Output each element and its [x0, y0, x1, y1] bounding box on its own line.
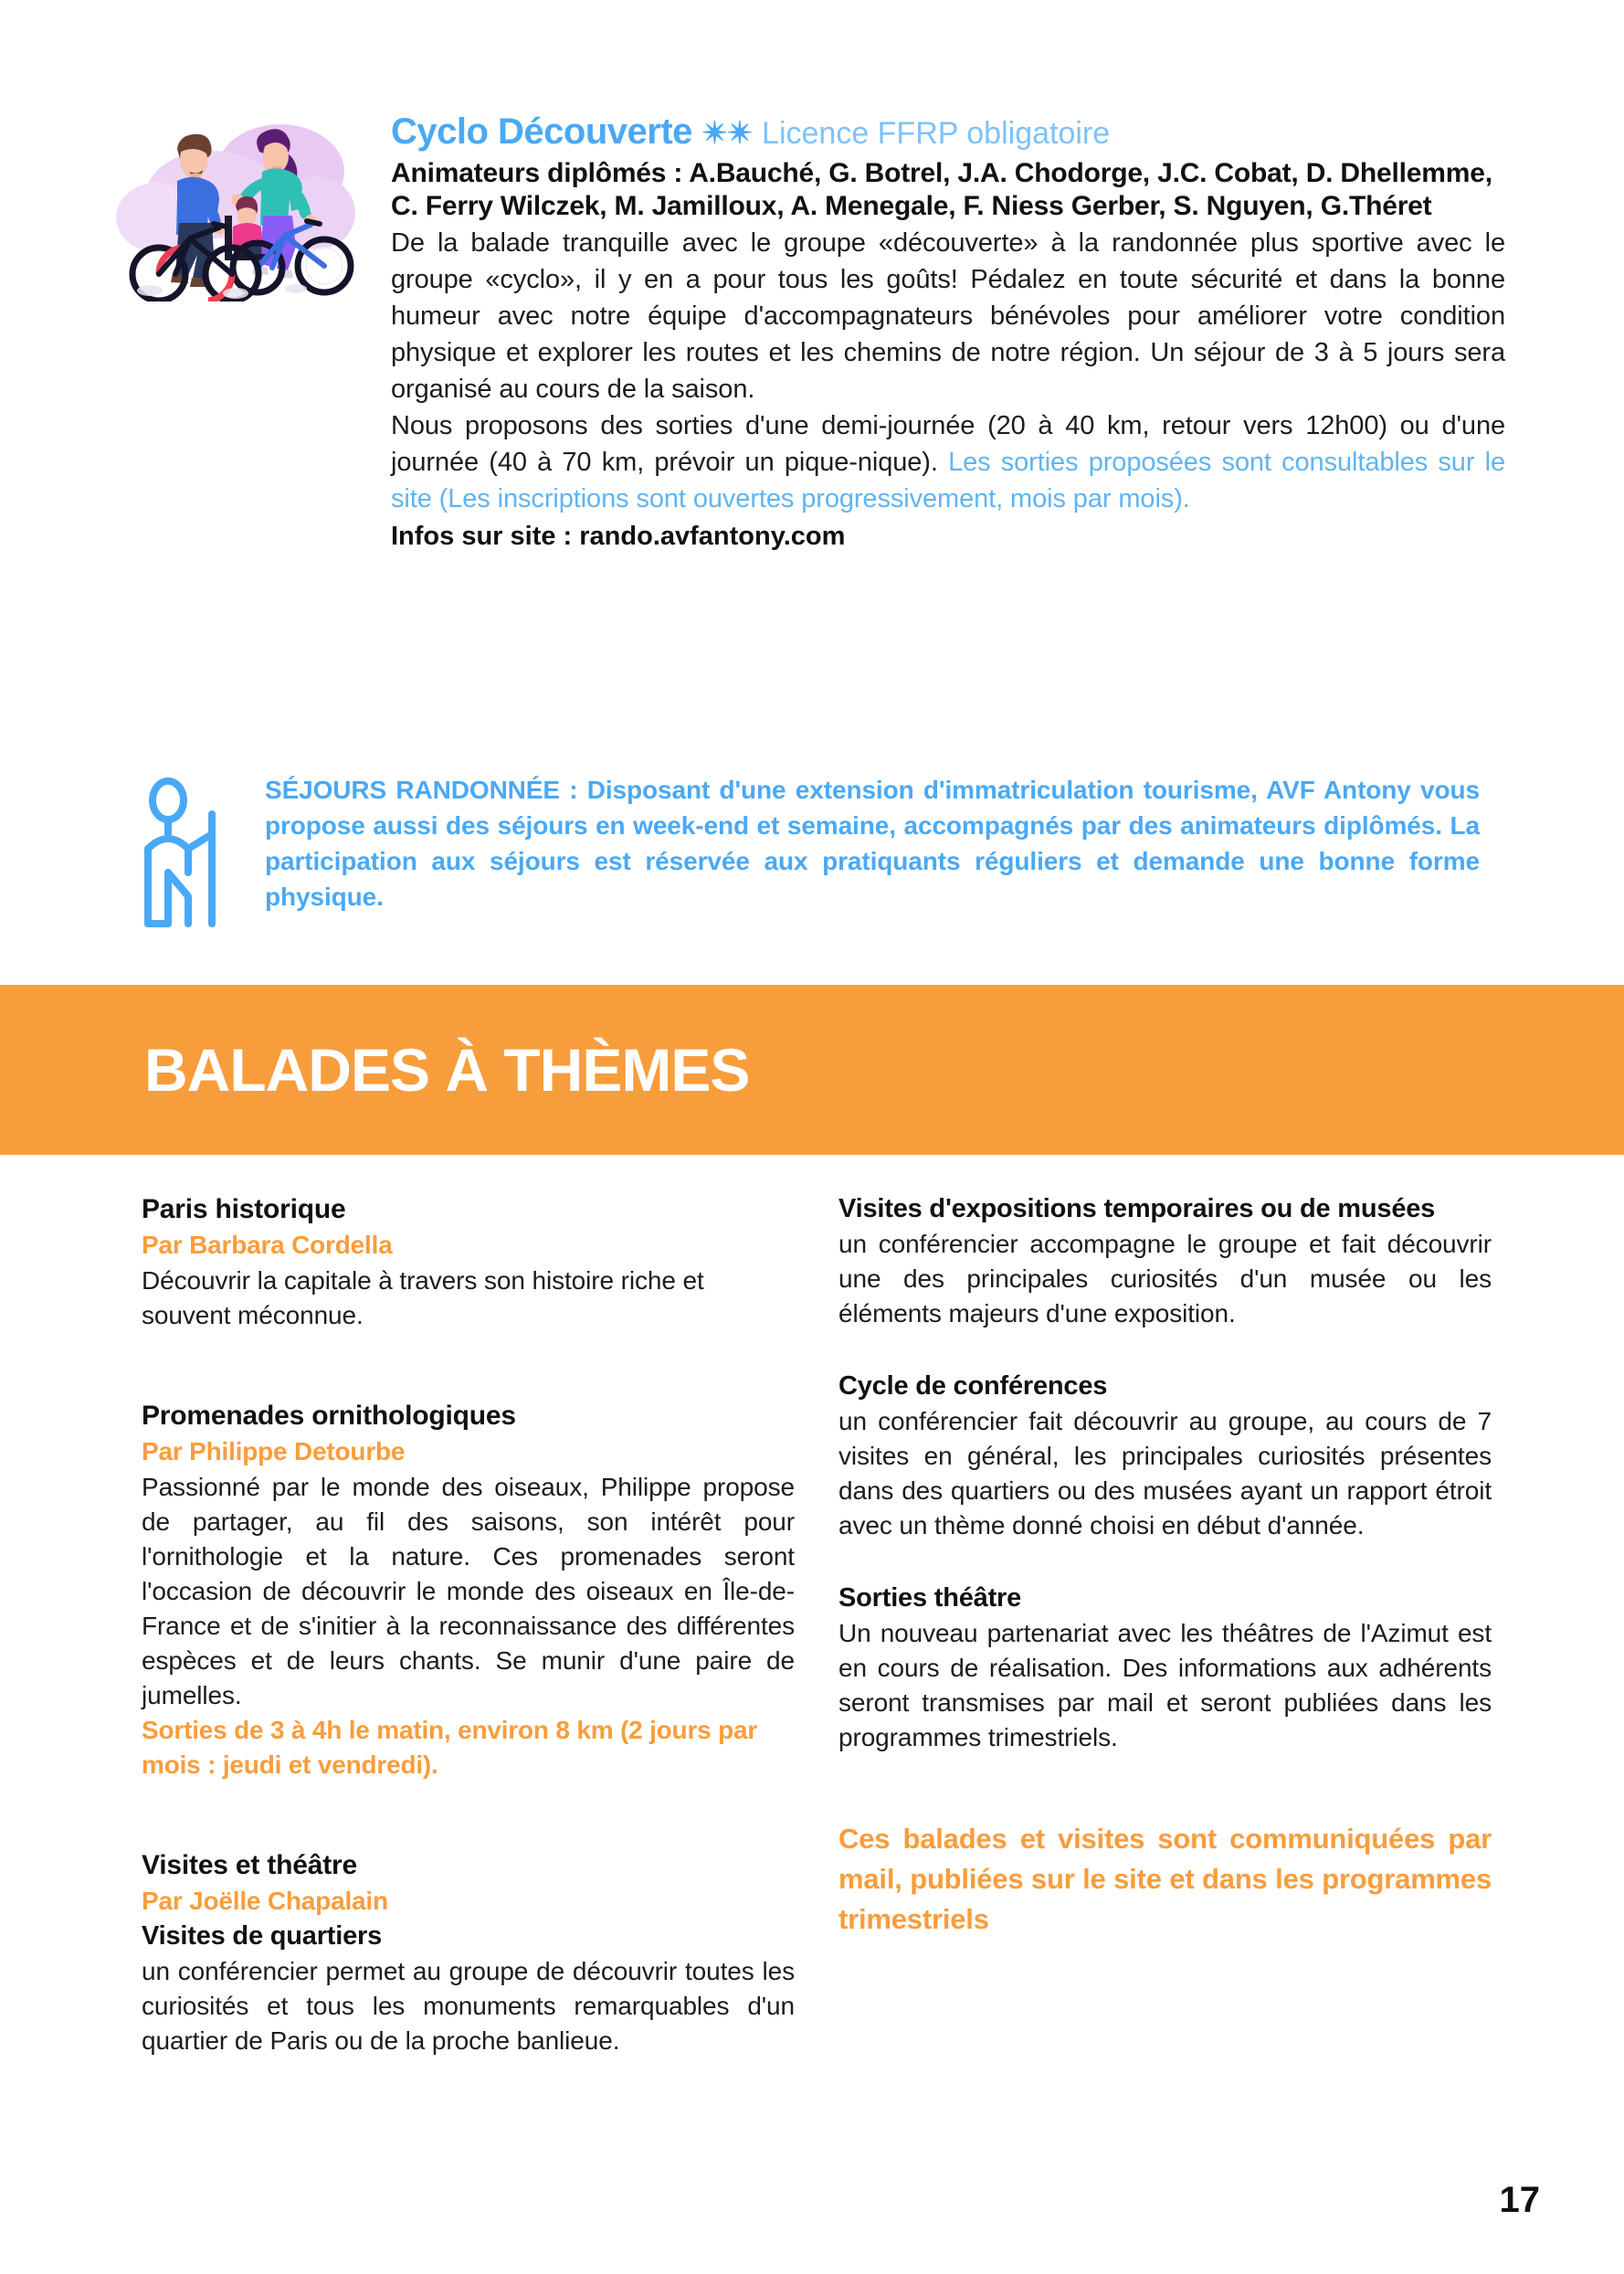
- entry-subtitle: Cycle de conférences: [838, 1371, 1108, 1401]
- spacer: [838, 1355, 1492, 1370]
- entry-author: Par Barbara Cordella: [142, 1231, 393, 1259]
- entry-subtitle: Visites de quartiers: [142, 1921, 383, 1951]
- entry-text: Découvrir la capitale à travers son histoire riche et souvent méconnue.: [142, 1266, 704, 1329]
- entry-title: Visites et théâtre: [142, 1850, 357, 1880]
- page-title: Cyclo Découverte: [391, 111, 692, 152]
- entry-subtitle: Visites d'expositions temporaires ou de musées: [838, 1194, 1436, 1223]
- entry-title: Promenades ornithologiques: [142, 1401, 516, 1431]
- entry-author: Par Joëlle Chapalain: [142, 1887, 388, 1915]
- entry-cycle-de-conferences: [838, 1370, 1492, 1543]
- entry-title: Paris historique: [142, 1194, 346, 1224]
- entry-text: Passionné par le monde des oiseaux, Philippe propose de partager, au fil des saisons, son intérêt pour l'ornithologie et la nature. Ces promenades seront l'occasion de découvrir le monde des oiseaux en Île-de-France et de s'initier à la reconnaissance des différentes espèces et de leurs chants. Se munir d'une paire de jumelles.: [142, 1473, 795, 1709]
- entry-visites-expositions: [838, 1192, 1492, 1331]
- cyclo-text-block: [391, 111, 1505, 554]
- banner-title: BALADES À THÈMES: [144, 1036, 750, 1104]
- spacer: [838, 1567, 1492, 1581]
- spacer: [142, 1357, 795, 1399]
- section-banner-balades-a-themes: [0, 985, 1624, 1155]
- entry-text: un conférencier fait découvrir au groupe, au cours de 7 visites en général, les principales curiosités présentes dans des quartiers ou des musées ayant un rapport étroit avec un thème donné choisi en début d'année.: [838, 1407, 1492, 1539]
- entry-paris-historique: [142, 1192, 795, 1333]
- entry-author: Par Philippe Detourbe: [142, 1437, 406, 1465]
- entry-text: un conférencier permet au groupe de découvrir toutes les curiosités et tous les monuments remarquables d'un quartier de Paris ou de la proche banlieue.: [142, 1957, 795, 2055]
- hiker-with-pole-icon: [137, 777, 245, 928]
- cyclo-paragraph-1: De la balade tranquille avec le groupe «découverte» à la randonnée plus sportive avec le groupe «cyclo», il y en a pour tous les goûts! Pédalez en toute sécurité et dans la bonne humeur avec notre équipe d'accompagnateurs bénévoles pour améliorer votre condition physique et explorer les routes et les chemins de notre région. Un séjour de 3 à 5 jours sera organisé au cours de la saison.: [391, 228, 1505, 404]
- cyclo-heading-line: [391, 111, 1505, 153]
- licence-note: Licence FFRP obligatoire: [762, 116, 1111, 151]
- cyclo-paragraph-2: [391, 407, 1505, 517]
- difficulty-stars: ✴✴: [701, 116, 753, 151]
- entry-text: un conférencier accompagne le groupe et fait découvrir une des principales curiosités d'un musée ou les éléments majeurs d'une exposition.: [838, 1230, 1492, 1327]
- entry-note: Sorties de 3 à 4h le matin, environ 8 km (2 jours par mois : jeudi et vendredi).: [142, 1716, 758, 1779]
- sejours-randonnee-block: [137, 772, 1507, 928]
- animateurs-list: Animateurs diplômés : A.Bauché, G. Botrel, J.A. Chodorge, J.C. Cobat, D. Dhellemme, C. Ferry Wilczek, M. Jamilloux, A. Menegale, F. Niess Gerber, S. Nguyen, G.Théret: [391, 158, 1492, 221]
- cyclo-paragraph-2-black: Nous proposons des sorties d'une demi-journée (20 à 40 km, retour vers 12h00) ou d'une journée (40 à 70 km, prévoir un pique-nique).: [391, 411, 1505, 477]
- entry-visites-et-theatre: [142, 1848, 795, 2058]
- left-column: [142, 1192, 795, 2082]
- spacer: [142, 1806, 795, 1848]
- closing-note: Ces balades et visites sont communiquées par mail, publiées sur le site et dans les programmes trimestriels: [838, 1823, 1492, 1935]
- entry-promenades-ornithologiques: [142, 1399, 795, 1782]
- cyclo-decouverte-section: [0, 0, 1624, 979]
- page-number: 17: [1499, 2180, 1540, 2220]
- cyclo-paragraph-2-blue: Les sorties proposées sont consultables sur le site (Les inscriptions sont ouvertes progressivement, mois par mois).: [391, 448, 1505, 513]
- right-column: [838, 1192, 1492, 1940]
- family-cycling-illustration: [102, 108, 376, 301]
- entry-subtitle: Sorties théâtre: [838, 1583, 1022, 1613]
- infos-website-line: Infos sur site : rando.avfantony.com: [391, 522, 846, 551]
- sejours-randonnee-text: SÉJOURS RANDONNÉE : Disposant d'une extension d'immatriculation tourisme, AVF Antony vous propose aussi des séjours en week-end et semaine, accompagnés par des animateurs diplômés. La participation aux séjours est réservée aux pratiquants réguliers et demande une bonne forme physique.: [265, 776, 1480, 911]
- balades-columns: [0, 1192, 1624, 2179]
- entry-sorties-theatre: [838, 1581, 1492, 1755]
- entry-text: Un nouveau partenariat avec les théâtres de l'Azimut est en cours de réalisation. Des informations aux adhérents seront transmises par mail et seront publiées dans les programmes trimestriels.: [838, 1619, 1492, 1751]
